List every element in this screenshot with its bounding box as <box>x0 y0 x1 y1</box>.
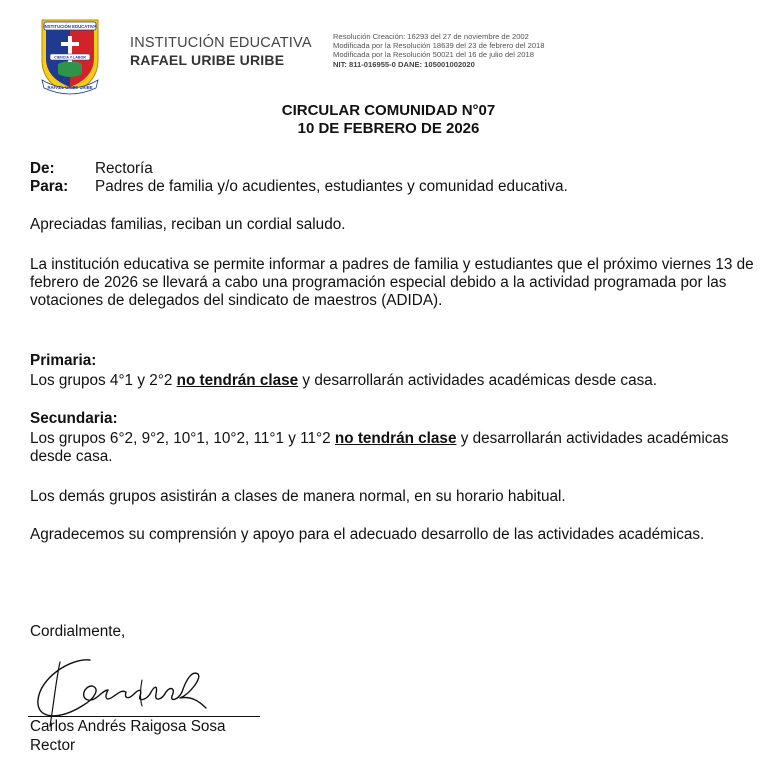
primaria-heading: Primaria: <box>30 352 97 369</box>
secundaria-text-post: y desarrollarán actividades académicas desde casa. <box>30 430 729 465</box>
secundaria-text-pre: Los grupos 6°2, 9°2, 10°1, 10°2, 11°1 y 11°2 <box>30 430 335 447</box>
secundaria-heading: Secundaria: <box>30 410 118 427</box>
circular-title <box>0 102 777 138</box>
greeting: Apreciadas familias, reciban un cordial saludo. <box>30 216 346 233</box>
thanks-paragraph: Agradecemos su comprensión y apoyo para el adecuado desarrollo de las actividades académicas. <box>30 526 705 543</box>
resolution-line: Modificada por la Resolución 50021 del 16 de julio del 2018 <box>333 50 534 60</box>
signatory-block <box>30 717 226 755</box>
secundaria-emphasis: no tendrán clase <box>334 430 457 447</box>
primaria-text-pre: Los grupos 4°1 y 2°2 <box>30 372 177 389</box>
from-line <box>30 160 760 178</box>
to-value: Padres de familia y/o acudientes, estudiantes y comunidad educativa. <box>95 178 568 195</box>
primaria-emphasis: no tendrán clase <box>176 372 299 389</box>
crest-ribbon-top: INSTITUCIÓN EDUCATIVA <box>43 24 97 29</box>
nit-dane: NIT: 811-016955-0 DANE: 105001002020 <box>333 59 475 69</box>
intro-paragraph: La institución educativa se permite informar a padres de familia y estudiantes que el próximo viernes 13 de febrero de 2026 se llevará a cabo una programación especial debido a la actividad programada por las votaciones de delegados del sindicato de maestros (ADIDA). <box>30 256 754 309</box>
from-value: Rectoría <box>95 160 153 177</box>
resolution-line: Modificada por la Resolución 18639 del 23 de febrero del 2018 <box>333 41 545 51</box>
circular-number: CIRCULAR COMUNIDAD N°07 <box>281 102 496 119</box>
primaria-paragraph <box>30 372 760 390</box>
institution-name: INSTITUCIÓN EDUCATIVA <box>130 35 312 51</box>
closing: Cordialmente, <box>30 623 126 640</box>
school-crest-icon <box>36 14 104 96</box>
others-paragraph: Los demás grupos asistirán a clases de manera normal, en su horario habitual. <box>30 488 566 505</box>
secundaria-paragraph <box>30 430 760 466</box>
to-line <box>30 178 760 196</box>
from-label: De: <box>30 160 55 177</box>
signatory-name: Carlos Andrés Raigosa Sosa <box>30 718 226 735</box>
institution-subname: RAFAEL URIBE URIBE <box>130 52 285 68</box>
crest-ribbon-middle: CIENCIA Y LABOR <box>54 55 86 60</box>
resolution-line: Resolución Creación: 16293 del 27 de noviembre de 2002 <box>333 32 529 41</box>
institution-block <box>130 35 312 69</box>
resolutions-block <box>333 32 545 69</box>
circular-date: 10 DE FEBRERO DE 2026 <box>297 120 480 137</box>
signatory-role: Rector <box>30 737 76 754</box>
to-label: Para: <box>30 178 69 195</box>
crest-ribbon-bottom: RAFAEL URIBE URIBE <box>47 85 93 90</box>
primaria-text-post: y desarrollarán actividades académicas desde casa. <box>298 372 657 389</box>
